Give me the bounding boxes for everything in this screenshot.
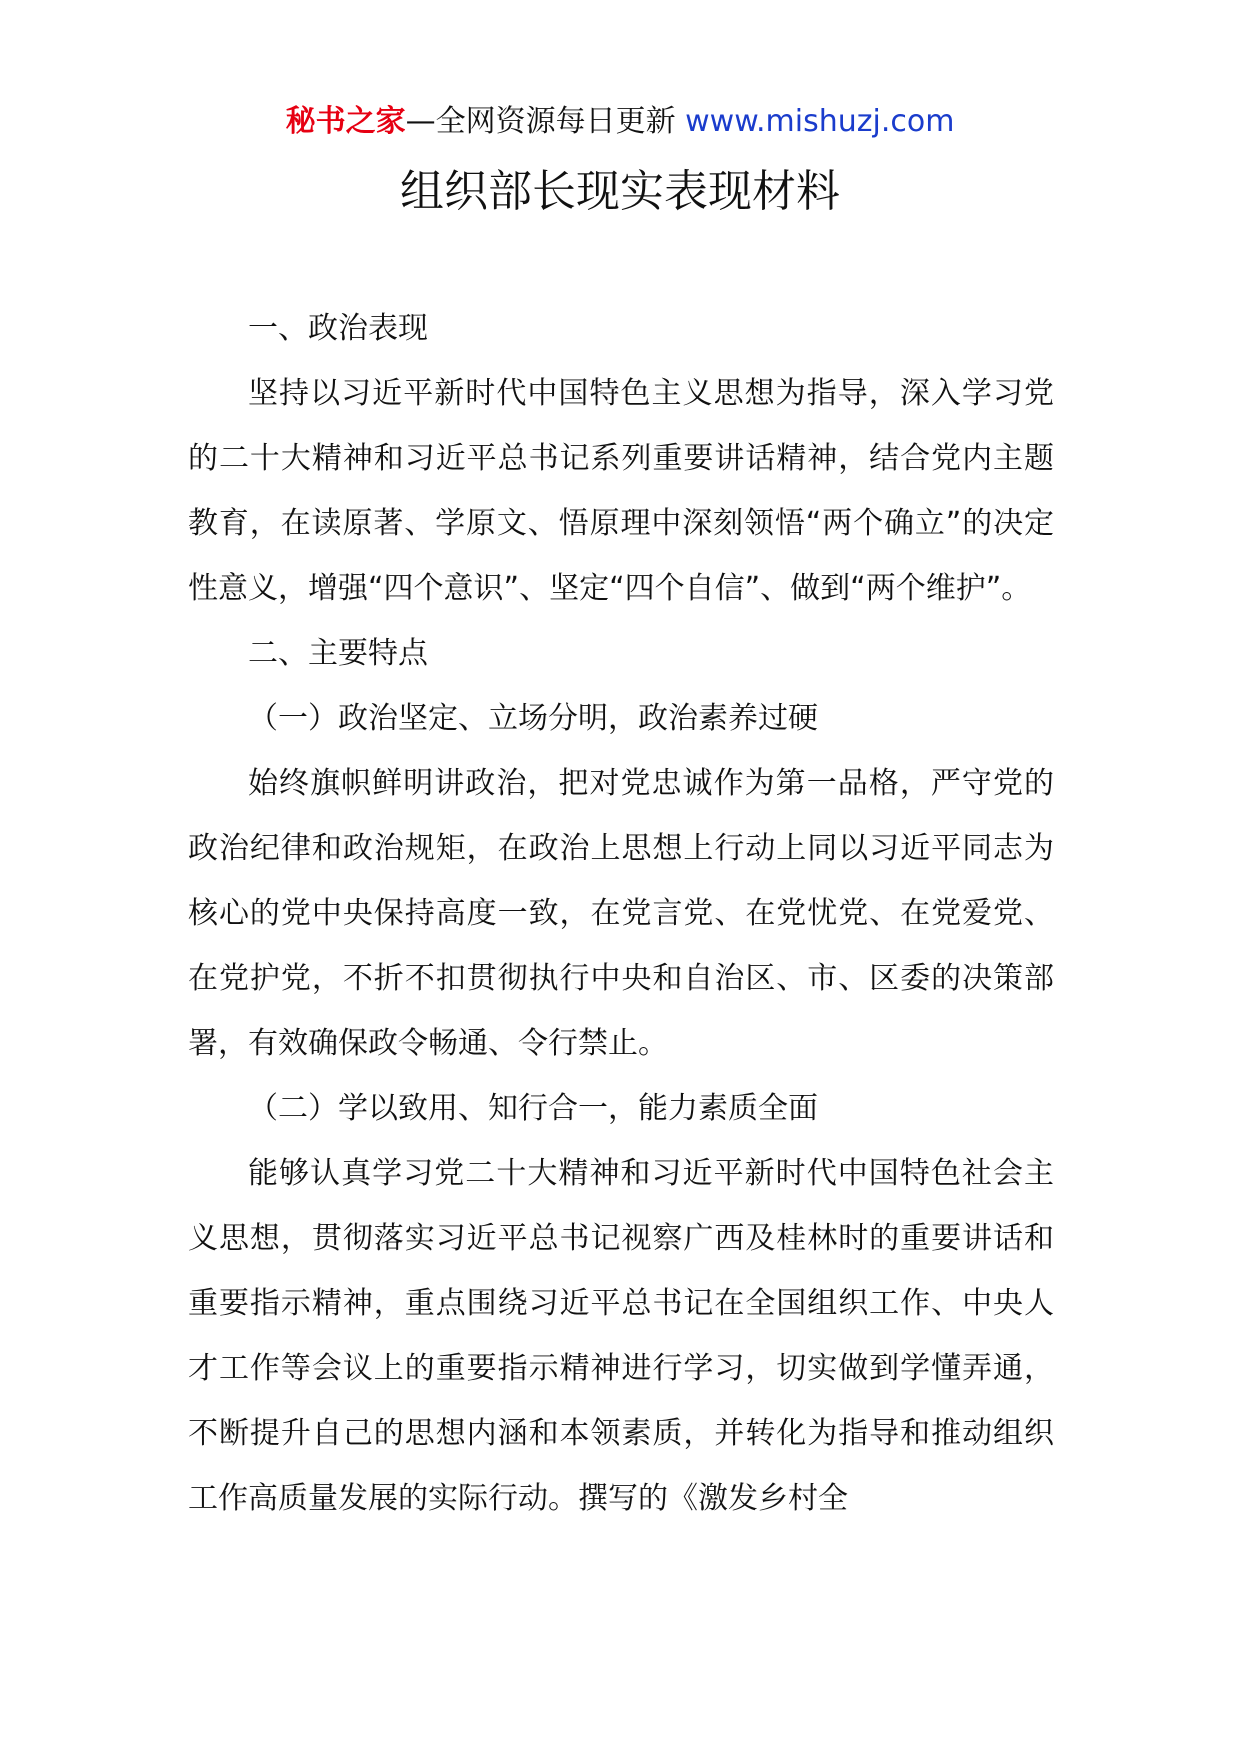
subheading-political-firm: （一）政治坚定、立场分明，政治素养过硬 bbox=[248, 701, 818, 736]
section-heading-features: 二、主要特点 bbox=[248, 636, 428, 671]
subheading-learning: （二）学以致用、知行合一，能力素质全面 bbox=[248, 1091, 818, 1126]
site-tagline: —全网资源每日更新 bbox=[405, 104, 686, 139]
paragraph-political-performance: 坚持以习近平新时代中国特色主义思想为指导，深入学习党的二十大精神和习近平总书记系列重要讲话精神，结合党内主题教育，在读原著、学原文、悟原理中深刻领悟“两个确立”的决定性意义，增强“四个意识”、坚定“四个自信”、做到“两个维护”。 bbox=[188, 376, 1054, 606]
paragraph-political-firm: 始终旗帜鲜明讲政治，把对党忠诚作为第一品格，严守党的政治纪律和政治规矩，在政治上思想上行动上同以习近平同志为核心的党中央保持高度一致，在党言党、在党忧党、在党爱党、在党护党，不折不扣贯彻执行中央和自治区、市、区委的决策部署，有效确保政令畅通、令行禁止。 bbox=[188, 766, 1054, 1061]
site-brand: 秘书之家 bbox=[285, 104, 406, 139]
document-title: 组织部长现实表现材料 bbox=[400, 166, 840, 217]
section-heading-political: 一、政治表现 bbox=[248, 311, 428, 346]
site-url-link[interactable]: www.mishuzj.com bbox=[685, 104, 955, 139]
site-header bbox=[0, 100, 1240, 144]
paragraph-learning: 能够认真学习党二十大精神和习近平新时代中国特色社会主义思想，贯彻落实习近平总书记视察广西及桂林时的重要讲话和重要指示精神，重点围绕习近平总书记在全国组织工作、中央人才工作等会议上的重要指示精神进行学习，切实做到学懂弄通，不断提升自己的思想内涵和本领素质，并转化为指导和推动组织工作高质量发展的实际行动。撰写的《激发乡村全 bbox=[188, 1156, 1054, 1516]
document-body bbox=[188, 296, 1054, 1531]
